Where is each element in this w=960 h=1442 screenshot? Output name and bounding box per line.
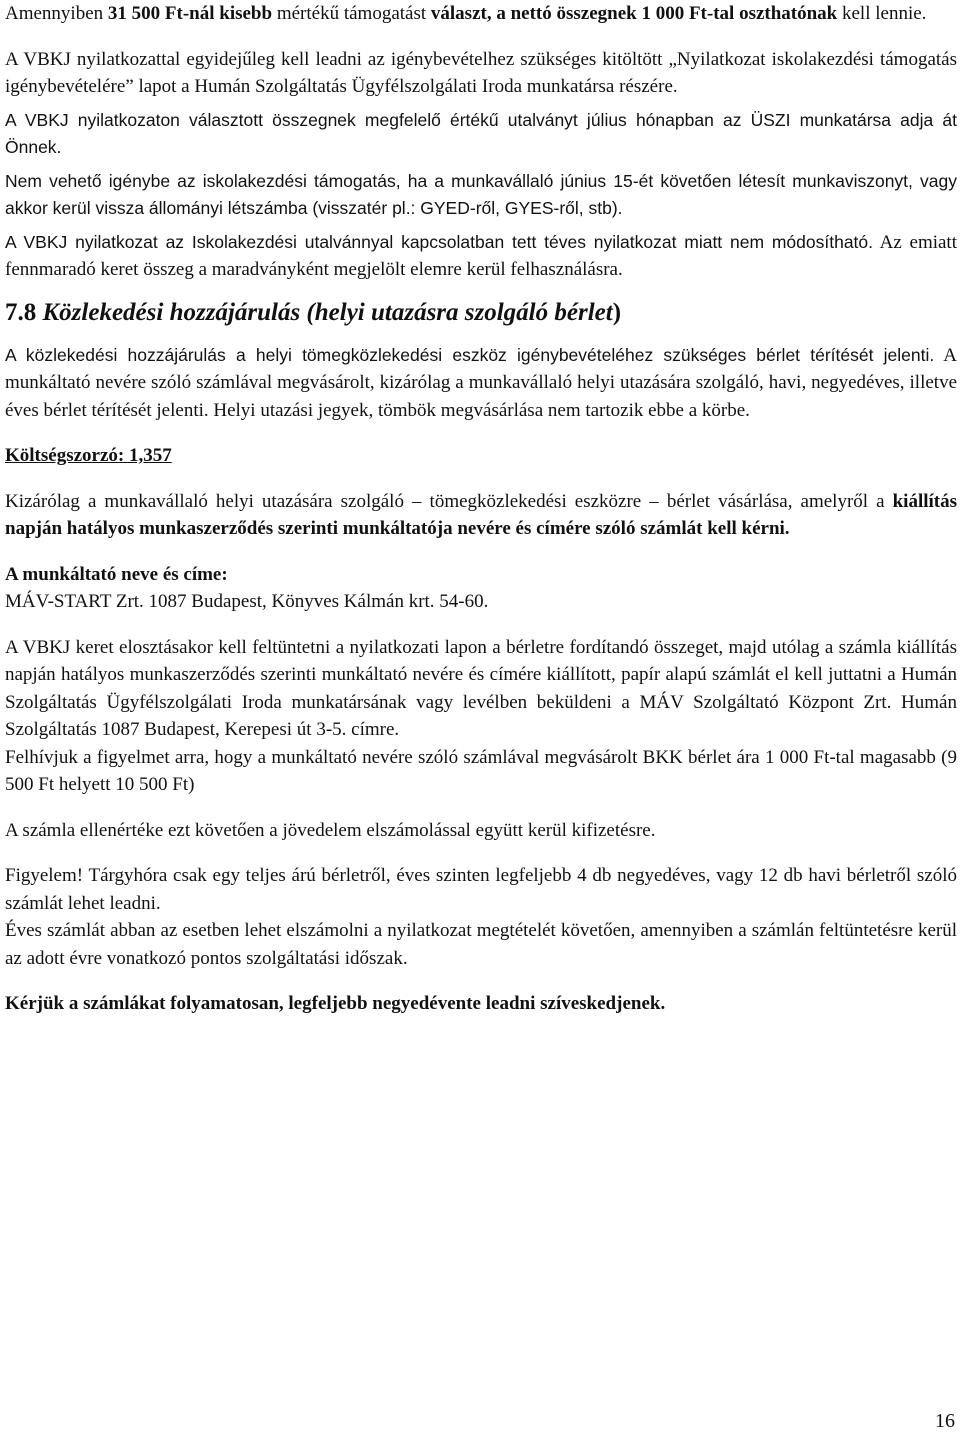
text-run: A VBKJ nyilatkozat az Iskolakezdési utalvánnyal kapcsolatban tett téves nyilatkozat miatt nem módosítható.: [5, 231, 874, 252]
text-run: kell lennie.: [837, 3, 927, 24]
text-run: Amennyiben: [5, 3, 108, 24]
paragraph-not-eligible: [5, 168, 957, 223]
text-run: A munkáltató nevére szóló számlával megvásárolt, kizárólag a munkavállaló helyi utazására szolgáló, havi, negyedéves, illetve éves bérlet térítését jelenti. Helyi utazási jegyek, tömbök megvásárlása nem tartozik ebbe a körbe.: [5, 344, 957, 421]
text-run: A VBKJ nyilatkozaton választott összegnek megfelelő értékű utalványt július hónapban az ÜSZI munkatársa adja át Önnek.: [5, 109, 957, 157]
text-run: Figyelem! Tárgyhóra csak egy teljes árú bérletről, éves szinten legfeljebb 4 db negyedéves, vagy 12 db havi bérletről szóló számlát lehet leadni.: [5, 865, 957, 914]
cost-multiplier-label: Költségszorzó: 1,357: [5, 445, 172, 466]
bold-rule: választ, a nettó összegnek 1 000 Ft-tal oszthatónak: [430, 3, 838, 24]
paragraph-closing-request: [5, 990, 957, 1018]
bold-amount: 31 500 Ft-nál kisebb: [107, 3, 273, 24]
cost-multiplier: [5, 442, 957, 470]
text-run: A számla ellenértéke ezt követően a jövedelem elszámolással együtt kerül kifizetésre.: [5, 819, 656, 841]
section-heading: [5, 296, 957, 330]
paragraph-cannot-modify: [5, 229, 957, 284]
bold-instruction: kiállítás napján hatályos munkaszerződés szerinti munkáltatója nevére és címére szóló számlát kell kérni.: [5, 490, 957, 539]
paragraph-allocation: [5, 634, 957, 799]
employer-label: A munkáltató neve és címe:: [5, 563, 228, 585]
paragraph-voucher-july: [5, 107, 957, 162]
text-run: A közlekedési hozzájárulás a helyi tömegközlekedési eszköz igénybevételéhez szükséges bérlet térítését jelenti.: [5, 344, 935, 365]
section-number: 7.8: [5, 298, 37, 326]
paragraph-invoice-request: [5, 488, 957, 543]
page-number: 16: [935, 1410, 955, 1432]
section-title-close: ): [612, 298, 622, 326]
paragraph-transport-contribution: [5, 342, 957, 425]
text-run: Éves számlát abban az esetben lehet elszámolni a nyilatkozat megtételét követően, amennyiben a számlán feltüntetésre kerül az adott évre vonatkozó pontos szolgáltatási időszak.: [5, 920, 957, 969]
text-run: A VBKJ keret elosztásakor kell feltüntetni a nyilatkozati lapon a bérletre fordítandó összeget, majd utólag a számla kiállítás napján hatályos munkaszerződés szerinti munkáltató nevére és címére kiállított, papír alapú számlát el kell juttatni a Humán Szolgáltatás Ügyfélszolgálati Iroda munkatársának vagy levélben beküldeni a MÁV Szolgáltató Központ Zrt. Humán Szolgáltatás 1087 Budapest, Kerepesi út 3-5. címre.: [5, 636, 957, 740]
bold-closing: Kérjük a számlákat folyamatosan, legfeljebb negyedévente leadni szíveskedjenek.: [5, 993, 666, 1014]
paragraph-declaration-form: [5, 46, 957, 101]
text-run: Felhívjuk a figyelmet arra, hogy a munkáltató nevére szóló számlával megvásárolt BKK bérlet ára 1 000 Ft-tal magasabb (9 500 Ft helyett 10 500 Ft): [5, 746, 957, 795]
text-run: Kizárólag a munkavállaló helyi utazására szolgáló – tömegközlekedési eszközre – bérlet vásárlása, amelyről a: [5, 490, 893, 512]
document-page: [5, 0, 957, 1018]
text-run: Nem vehető igénybe az iskolakezdési támogatás, ha a munkavállaló június 15-ét követően létesít munkaviszonyt, vagy akkor kerül vissza állományi létszámba (visszatér pl.: GYED-ről, GYES-ről, stb).: [5, 170, 957, 218]
text-run: Az emiatt fennmaradó keret összeg a maradványként megjelölt elemre kerül felhasználásra.: [5, 231, 957, 280]
section-title: Közlekedési hozzájárulás (helyi utazásra szolgáló bérlet: [42, 298, 613, 326]
text-run: mértékű támogatást: [272, 3, 431, 24]
employer-value: MÁV-START Zrt. 1087 Budapest, Könyves Kálmán krt. 54-60.: [5, 591, 489, 612]
paragraph-support-amount: [5, 0, 957, 28]
text-run: A VBKJ nyilatkozattal egyidejűleg kell leadni az igénybevételhez szükséges kitöltött „Nyilatkozat iskolakezdési támogatás igénybevételére” lapot a Humán Szolgáltatás Ügyfélszolgálati Iroda munkatársa részére.: [5, 48, 957, 97]
paragraph-payment: [5, 817, 957, 845]
paragraph-warning: [5, 862, 957, 972]
employer-block: [5, 561, 957, 616]
